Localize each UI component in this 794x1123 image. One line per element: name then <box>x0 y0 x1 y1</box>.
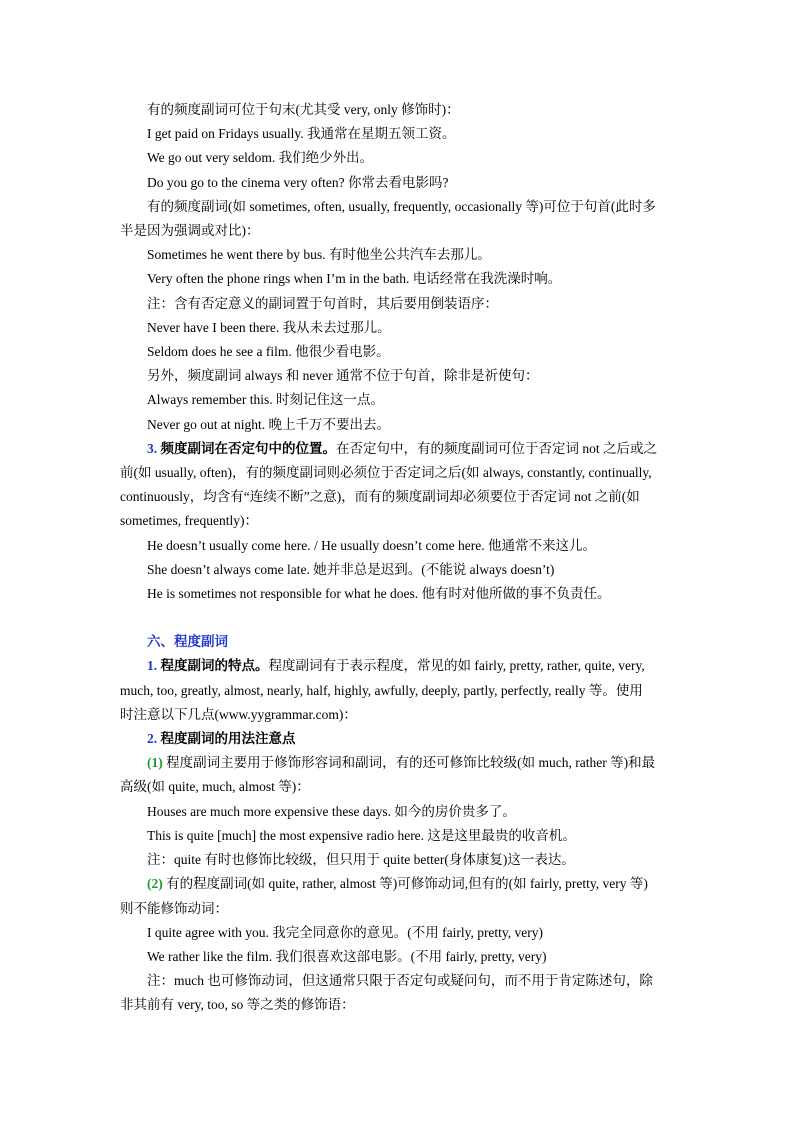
section-number: 2. <box>147 731 158 747</box>
text-line: This is quite [much] the most expensive radio here. 这是这里最贵的收音机。 <box>147 827 576 843</box>
text-line: Always remember this. 时刻记住这一点。 <box>147 392 384 408</box>
point-2-line <box>120 872 675 896</box>
text-line: Houses are much more expensive these days. 如今的房价贵多了。 <box>147 803 516 819</box>
degree-1-heading-line <box>120 654 675 678</box>
text-line: 有的频度副词可位于句末(尤其受 very, only 修饰时)： <box>147 102 460 117</box>
document-page <box>120 98 675 1018</box>
section-number: 1. <box>147 658 158 674</box>
text-span: 在否定句中，有的频度副词可位于否定词 not 之后或之 <box>336 440 658 456</box>
text-line: I get paid on Fridays usually. 我通常在星期五领工资。 <box>147 126 456 142</box>
text-line: Seldom does he see a film. 他很少看电影。 <box>147 344 390 360</box>
text-line: 另外，频度副词 always 和 never 通常不位于句首，除非是祈使句： <box>147 368 539 384</box>
degree-2-heading-line <box>120 727 675 751</box>
text-line: Never go out at night. 晚上千万不要出去。 <box>147 416 390 432</box>
spacer <box>120 606 675 630</box>
text-line: Never have I been there. 我从未去过那儿。 <box>147 319 391 335</box>
text-line: sometimes, frequently)： <box>120 513 258 529</box>
section-number: 3. <box>147 440 158 456</box>
text-line: He doesn’t usually come here. / He usually doesn’t come here. 他通常不来这儿。 <box>147 537 597 553</box>
text-line: continuously，均含有“连续不断”之意)，而有的频度副词却必须要位于否定词 not 之前(如 <box>120 489 640 505</box>
text-line: 注：much 也可修饰动词，但这通常只限于否定句或疑问句，而不用于肯定陈述句，除 <box>147 973 653 989</box>
text-line: Do you go to the cinema very often? 你常去看电影吗? <box>147 174 449 190</box>
text-span: 程度副词主要用于修饰形容词和副词，有的还可修饰比较级(如 much, rather 等)和最 <box>166 755 656 771</box>
point-1-line <box>120 751 675 775</box>
text-line: 时注意以下几点(www.yygrammar.com)： <box>120 706 357 722</box>
text-line: Very often the phone rings when I’m in the bath. 电话经常在我洗澡时响。 <box>147 271 562 287</box>
text-line: 有的频度副词(如 sometimes, often, usually, frequently, occasionally 等)可位于句首(此时多 <box>147 198 656 214</box>
text-line: I quite agree with you. 我完全同意你的意见。(不用 fairly, pretty, very) <box>147 924 544 940</box>
section-title: 频度副词在否定句中的位置。 <box>160 440 336 456</box>
text-line: We go out very seldom. 我们绝少外出。 <box>147 150 374 166</box>
chapter-heading: 六、程度副词 <box>147 634 228 650</box>
text-line: 前(如 usually, often)，有的频度副词则必须位于否定词之后(如 always, constantly, continually, <box>120 465 652 481</box>
point-number: (2) <box>147 876 163 892</box>
text-line: He is sometimes not responsible for what he does. 他有时对他所做的事不负责任。 <box>147 586 611 602</box>
point-number: (1) <box>147 755 163 771</box>
text-line: Sometimes he went there by bus. 有时他坐公共汽车去那儿。 <box>147 247 491 263</box>
text-line: 注：quite 有时也修饰比较级，但只用于 quite better(身体康复)这一表达。 <box>147 852 575 868</box>
text-line: much, too, greatly, almost, nearly, half, highly, awfully, deeply, partly, perfectly, really 等。使用 <box>120 682 643 698</box>
section-title: 程度副词的用法注意点 <box>160 731 296 747</box>
text-span: 有的程度副词(如 quite, rather, almost 等)可修饰动词,但有的(如 fairly, pretty, very 等) <box>166 876 648 892</box>
text-line: 半是因为强调或对比)： <box>120 223 260 239</box>
text-line: 则不能修饰动词： <box>120 900 228 916</box>
text-line: 高级(如 quite, much, almost 等)： <box>120 779 310 795</box>
text-line: She doesn’t always come late. 她并非总是迟到。(不能说 always doesn’t) <box>147 561 555 577</box>
section-title: 程度副词的特点。 <box>160 658 269 674</box>
section-3-heading-line <box>120 437 675 461</box>
text-line: 非其前有 very, too, so 等之类的修饰语： <box>120 997 355 1013</box>
text-line: We rather like the film. 我们很喜欢这部电影。(不用 fairly, pretty, very) <box>147 948 547 964</box>
text-span: 程度副词有于表示程度，常见的如 fairly, pretty, rather, quite, very, <box>268 658 645 674</box>
text-line: 注：含有否定意义的副词置于句首时，其后要用倒装语序： <box>147 295 498 311</box>
